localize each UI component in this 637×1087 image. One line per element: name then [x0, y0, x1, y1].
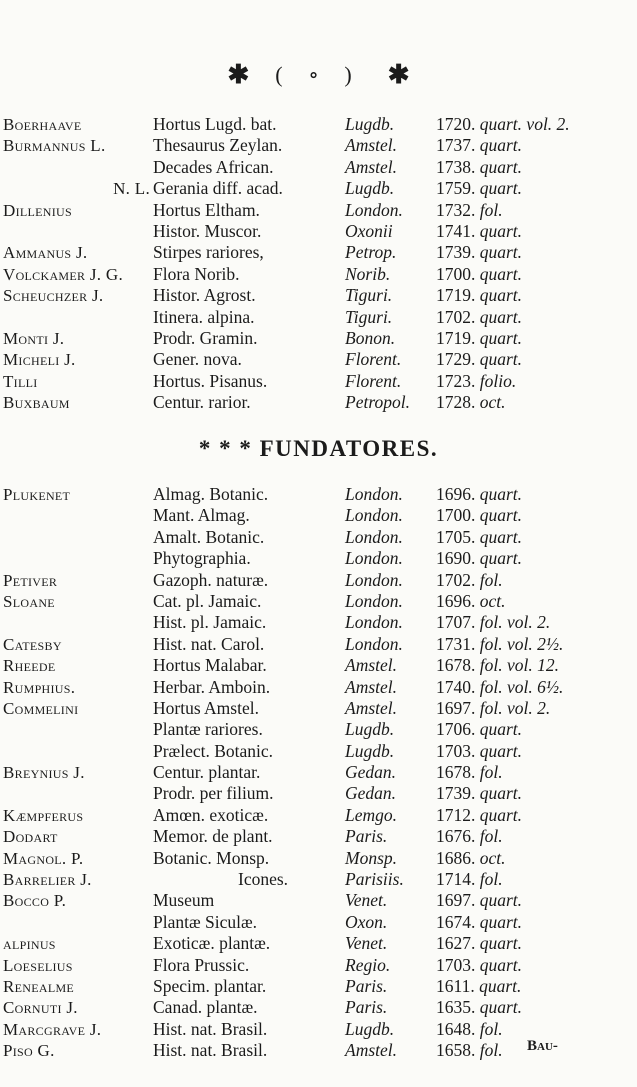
entry-row [0, 1019, 637, 1040]
format: quart. [479, 890, 523, 911]
format: fol. vol. 12. [479, 655, 559, 676]
publication-place: Lugdb. [345, 178, 395, 199]
work-title: Stirpes rariores, [153, 242, 264, 263]
work-title: Hortus Malabar. [153, 655, 267, 676]
publication-year [436, 285, 522, 306]
format: quart. [479, 719, 523, 740]
section-title: * * * FUNDATORES. [198, 436, 439, 461]
publication-year [436, 848, 506, 869]
publication-place: Florent. [345, 370, 402, 391]
publication-place: Amstel. [345, 676, 398, 697]
publication-place: Oxon. [345, 911, 388, 932]
year-value: 1611. [436, 975, 475, 996]
author-name: Barrelier J. [3, 870, 92, 890]
publication-year [436, 349, 522, 370]
work-title: Hortus Eltham. [153, 199, 260, 220]
format: quart. [479, 156, 523, 177]
author-name: Magnol. P. [3, 848, 84, 868]
entry-row [0, 328, 637, 349]
year-value: 1759. [436, 178, 476, 199]
publication-year [436, 955, 522, 976]
format: fol. vol. 2. [479, 612, 551, 633]
page-number: ( ∘ ) [275, 62, 362, 87]
format: quart. [479, 975, 522, 996]
format: fol. [479, 762, 503, 783]
work-title: Plantæ Siculæ. [153, 911, 258, 932]
year-value: 1732. [436, 199, 476, 220]
format: quart. [479, 135, 523, 156]
publication-place: Amstel. [345, 156, 398, 177]
work-title: Icones. [238, 869, 289, 890]
entry-row [0, 741, 637, 762]
year-value: 1686. [436, 847, 476, 868]
author-name: Cornuti J. [3, 998, 78, 1018]
publication-place: Lugdb. [345, 1018, 395, 1039]
author-name: Ammanus J. [3, 243, 88, 263]
year-value: 1678. [436, 762, 476, 783]
entry-row [0, 527, 637, 548]
format: quart. [479, 526, 523, 547]
format: quart. [479, 349, 523, 370]
entry-row [0, 392, 637, 413]
entry-row [0, 484, 637, 505]
publication-year [436, 933, 522, 954]
publication-year [436, 677, 563, 698]
work-title: Hortus Lugd. bat. [153, 114, 277, 134]
ornament-left-icon: ✱ [227, 60, 250, 89]
publication-year [436, 890, 522, 911]
publication-place: Lugdb. [345, 719, 395, 740]
format: fol. [479, 199, 503, 220]
entry-row [0, 869, 637, 890]
format: fol. [479, 1040, 503, 1061]
year-value: 1723. [436, 370, 476, 391]
work-title: Prodr. Gramin. [153, 327, 258, 348]
author-name: Burmannus L. [3, 136, 106, 156]
entry-row [0, 242, 637, 263]
work-title: Gener. nova. [153, 349, 242, 370]
format: quart. [479, 220, 523, 241]
year-value: 1739. [436, 242, 476, 263]
year-value: 1697. [436, 890, 476, 911]
publication-place: Gedan. [345, 783, 397, 804]
entry-row [0, 591, 637, 612]
publication-year [436, 741, 522, 762]
publication-place: Petropol. [345, 392, 410, 413]
author-name: Dodart [3, 827, 58, 847]
year-value: 1738. [436, 156, 476, 177]
author-name: Piso G. [3, 1041, 55, 1061]
format: quart. [479, 933, 523, 954]
author-name: Volckamer J. G. [3, 264, 124, 284]
year-value: 1729. [436, 349, 476, 370]
work-title: Memor. de plant. [153, 826, 273, 847]
work-title: Histor. Agrost. [153, 285, 256, 306]
format: quart. [479, 997, 523, 1018]
publication-place: Petrop. [345, 242, 397, 263]
author-name: Plukenet [3, 485, 71, 504]
format: fol. vol. 2½. [479, 633, 564, 654]
work-title: Cat. pl. Jamaic. [153, 590, 262, 611]
publication-year [436, 570, 503, 591]
year-value: 1696. [436, 484, 476, 504]
entry-row [0, 976, 637, 997]
format: quart. [479, 911, 523, 932]
entry-row [0, 848, 637, 869]
author-name: Catesby [3, 634, 62, 654]
format: quart. [479, 285, 523, 306]
year-value: 1697. [436, 697, 476, 718]
year-value: 1648. [436, 1018, 476, 1039]
year-value: 1737. [436, 135, 476, 156]
year-value: 1702. [436, 569, 476, 590]
publication-place: Monsp. [345, 847, 398, 868]
publication-place: Amstel. [345, 1040, 398, 1061]
publication-place: Tiguri. [345, 285, 393, 306]
publication-year [436, 997, 522, 1018]
year-value: 1731. [436, 633, 476, 654]
author-name: Bocco P. [3, 891, 67, 911]
author-name: Rheede [3, 656, 56, 676]
publication-year [436, 392, 506, 413]
publication-place: London. [345, 590, 403, 611]
author-name: Sloane [3, 591, 55, 611]
publication-place: Paris. [345, 975, 388, 996]
format: fol. [479, 569, 503, 590]
publication-place: Tiguri. [345, 306, 393, 327]
format: fol. [479, 869, 503, 890]
entry-row [0, 114, 637, 135]
publication-place: Venet. [345, 933, 388, 954]
year-value: 1739. [436, 783, 476, 804]
format: quart. [479, 505, 523, 526]
format: quart. [479, 484, 523, 504]
work-title: Mant. Almag. [153, 505, 250, 526]
publication-place: Paris. [345, 997, 388, 1018]
page-header [0, 60, 637, 94]
work-title: Almag. Botanic. [153, 484, 269, 504]
entry-row [0, 221, 637, 242]
publication-year [436, 527, 522, 548]
year-value: 1674. [436, 911, 476, 932]
publication-place: London. [345, 526, 403, 547]
bibliography-section-fundatores [0, 484, 637, 1062]
entry-row [0, 178, 637, 199]
entry-row [0, 505, 637, 526]
year-value: 1690. [436, 548, 476, 569]
author-name: Marcgrave J. [3, 1019, 102, 1039]
format: quart. [479, 783, 523, 804]
publication-place: London. [345, 199, 403, 220]
publication-place: Bonon. [345, 327, 396, 348]
publication-place: London. [345, 612, 403, 633]
entry-row [0, 135, 637, 156]
publication-place: Lemgo. [345, 804, 398, 825]
author-name: Renealme [3, 976, 75, 996]
publication-year [436, 805, 522, 826]
work-title: Prælect. Botanic. [153, 740, 274, 761]
entry-row [0, 912, 637, 933]
publication-year [436, 912, 522, 933]
work-title: Herbar. Amboin. [153, 676, 271, 697]
work-title: Itinera. alpina. [153, 306, 255, 327]
entry-row [0, 890, 637, 911]
publication-place: Amstel. [345, 135, 398, 156]
author-name: Boerhaave [3, 115, 82, 134]
entry-row [0, 762, 637, 783]
author-name: Commelini [3, 698, 79, 718]
work-title: Phytographia. [153, 548, 251, 569]
work-title: Plantæ rariores. [153, 719, 263, 740]
entry-row [0, 570, 637, 591]
year-value: 1728. [436, 392, 476, 413]
catchword: Bau- [527, 1038, 558, 1054]
publication-place: London. [345, 569, 403, 590]
entry-row [0, 548, 637, 569]
year-value: 1700. [436, 505, 476, 526]
publication-year [436, 976, 521, 997]
entry-row [0, 371, 637, 392]
entry-row [0, 200, 637, 221]
publication-year [436, 242, 522, 263]
author-name: Breynius J. [3, 763, 85, 783]
publication-year [436, 826, 503, 847]
publication-place: Parisiis. [345, 869, 404, 890]
publication-place: London. [345, 505, 403, 526]
work-title: Thesaurus Zeylan. [153, 135, 283, 156]
publication-year [436, 505, 522, 526]
work-title: Hortus. Pisanus. [153, 370, 268, 391]
author-name: Loeselius [3, 955, 73, 975]
work-title: Decades African. [153, 156, 274, 177]
format: quart. [479, 548, 523, 569]
year-value: 1703. [436, 954, 476, 975]
publication-year [436, 200, 503, 221]
year-value: 1702. [436, 306, 476, 327]
work-title: Flora Norib. [153, 263, 240, 284]
format: quart. [479, 954, 523, 975]
publication-year [436, 762, 503, 783]
format: fol. vol. 2. [479, 697, 551, 718]
publication-place: Venet. [345, 890, 388, 911]
publication-year [436, 655, 559, 676]
year-value: 1706. [436, 719, 476, 740]
year-value: 1707. [436, 612, 476, 633]
publication-place: London. [345, 633, 403, 654]
publication-place: Regio. [345, 954, 391, 975]
work-title: Botanic. Monsp. [153, 847, 270, 868]
format: fol. vol. 6½. [479, 676, 564, 697]
entry-row [0, 612, 637, 633]
year-value: 1696. [436, 590, 476, 611]
publication-place: Amstel. [345, 655, 398, 676]
work-title: Centur. plantar. [153, 762, 261, 783]
entry-row [0, 997, 637, 1018]
publication-year [436, 114, 570, 135]
bibliography-section-1 [0, 114, 637, 413]
work-title: Gerania diff. acad. [153, 178, 283, 199]
publication-year [436, 1019, 503, 1040]
author-name: Scheuchzer J. [3, 286, 104, 306]
entry-row [0, 719, 637, 740]
publication-year [436, 1040, 503, 1061]
publication-year [436, 783, 522, 804]
year-value: 1712. [436, 804, 476, 825]
entry-row [0, 634, 637, 655]
work-title: Hist. pl. Jamaic. [153, 612, 267, 633]
entry-row [0, 307, 637, 328]
format: quart. vol. 2. [479, 114, 570, 134]
format: quart. [479, 242, 523, 263]
format: fol. [479, 1018, 503, 1039]
author-name: Rumphius. [3, 677, 76, 697]
publication-year [436, 371, 516, 392]
format: quart. [479, 178, 523, 199]
year-value: 1703. [436, 740, 476, 761]
publication-year [436, 135, 522, 156]
work-title: Hist. nat. Brasil. [153, 1018, 268, 1039]
year-value: 1635. [436, 997, 476, 1018]
publication-year [436, 178, 522, 199]
work-title: Hortus Amstel. [153, 697, 259, 718]
year-value: 1720. [436, 114, 476, 134]
publication-year [436, 484, 522, 505]
work-title: Prodr. per filium. [153, 783, 274, 804]
publication-year [436, 719, 522, 740]
format: oct. [479, 392, 506, 413]
entry-row [0, 655, 637, 676]
year-value: 1658. [436, 1040, 476, 1061]
author-name: alpinus [3, 934, 56, 954]
publication-place: Lugdb. [345, 114, 395, 134]
year-value: 1719. [436, 285, 476, 306]
publication-place: Lugdb. [345, 740, 395, 761]
format: oct. [479, 590, 506, 611]
publication-place: Gedan. [345, 762, 397, 783]
author-name: Petiver [3, 570, 58, 590]
publication-year [436, 591, 506, 612]
ornament-right-icon: ✱ [387, 60, 410, 89]
year-value: 1678. [436, 655, 476, 676]
publication-year [436, 157, 522, 178]
author-name: Dillenius [3, 200, 72, 220]
format: quart. [479, 306, 523, 327]
publication-place: Amstel. [345, 697, 398, 718]
entry-row [0, 677, 637, 698]
format: quart. [479, 327, 523, 348]
author-name: Monti J. [3, 328, 65, 348]
publication-year [436, 698, 550, 719]
year-value: 1741. [436, 220, 476, 241]
publication-year [436, 328, 522, 349]
publication-year [436, 869, 503, 890]
work-title: Flora Prussic. [153, 954, 250, 975]
publication-place: London. [345, 548, 403, 569]
year-value: 1714. [436, 869, 476, 890]
entry-row [0, 805, 637, 826]
work-title: Exoticæ. plantæ. [153, 933, 271, 954]
author-name: Kæmpferus [3, 805, 84, 825]
year-value: 1719. [436, 327, 476, 348]
entry-row [0, 933, 637, 954]
year-value: 1740. [436, 676, 476, 697]
entry-row [0, 264, 637, 285]
year-value: 1627. [436, 933, 476, 954]
publication-year [436, 264, 522, 285]
year-value: 1676. [436, 826, 476, 847]
author-name: N. L. [113, 179, 150, 199]
publication-year [436, 612, 550, 633]
publication-place: Norib. [345, 263, 391, 284]
work-title: Histor. Muscor. [153, 220, 262, 241]
work-title: Hist. nat. Carol. [153, 633, 265, 654]
publication-place: Oxonii [345, 220, 393, 241]
work-title: Centur. rarior. [153, 392, 251, 413]
entry-row [0, 157, 637, 178]
work-title: Hist. nat. Brasil. [153, 1040, 268, 1061]
entry-row [0, 349, 637, 370]
author-name: Tilli [3, 371, 38, 391]
work-title: Amœn. exoticæ. [153, 804, 269, 825]
work-title: Specim. plantar. [153, 975, 267, 996]
format: folio. [479, 370, 517, 391]
publication-year [436, 221, 522, 242]
publication-place: Florent. [345, 349, 402, 370]
format: quart. [479, 263, 523, 284]
author-name: Buxbaum [3, 393, 70, 413]
work-title: Museum [153, 890, 215, 911]
entry-row [0, 955, 637, 976]
publication-place: London. [345, 484, 403, 504]
work-title: Gazoph. naturæ. [153, 569, 269, 590]
format: quart. [479, 804, 523, 825]
year-value: 1705. [436, 526, 476, 547]
entry-row [0, 826, 637, 847]
entry-row [0, 698, 637, 719]
publication-year [436, 634, 563, 655]
publication-place: Paris. [345, 826, 388, 847]
format: oct. [479, 847, 506, 868]
format: quart. [479, 740, 523, 761]
publication-year [436, 307, 522, 328]
entry-row [0, 285, 637, 306]
work-title: Amalt. Botanic. [153, 526, 265, 547]
entry-row [0, 783, 637, 804]
publication-year [436, 548, 522, 569]
author-name: Micheli J. [3, 350, 76, 370]
year-value: 1700. [436, 263, 476, 284]
work-title: Canad. plantæ. [153, 997, 258, 1018]
format: fol. [479, 826, 503, 847]
